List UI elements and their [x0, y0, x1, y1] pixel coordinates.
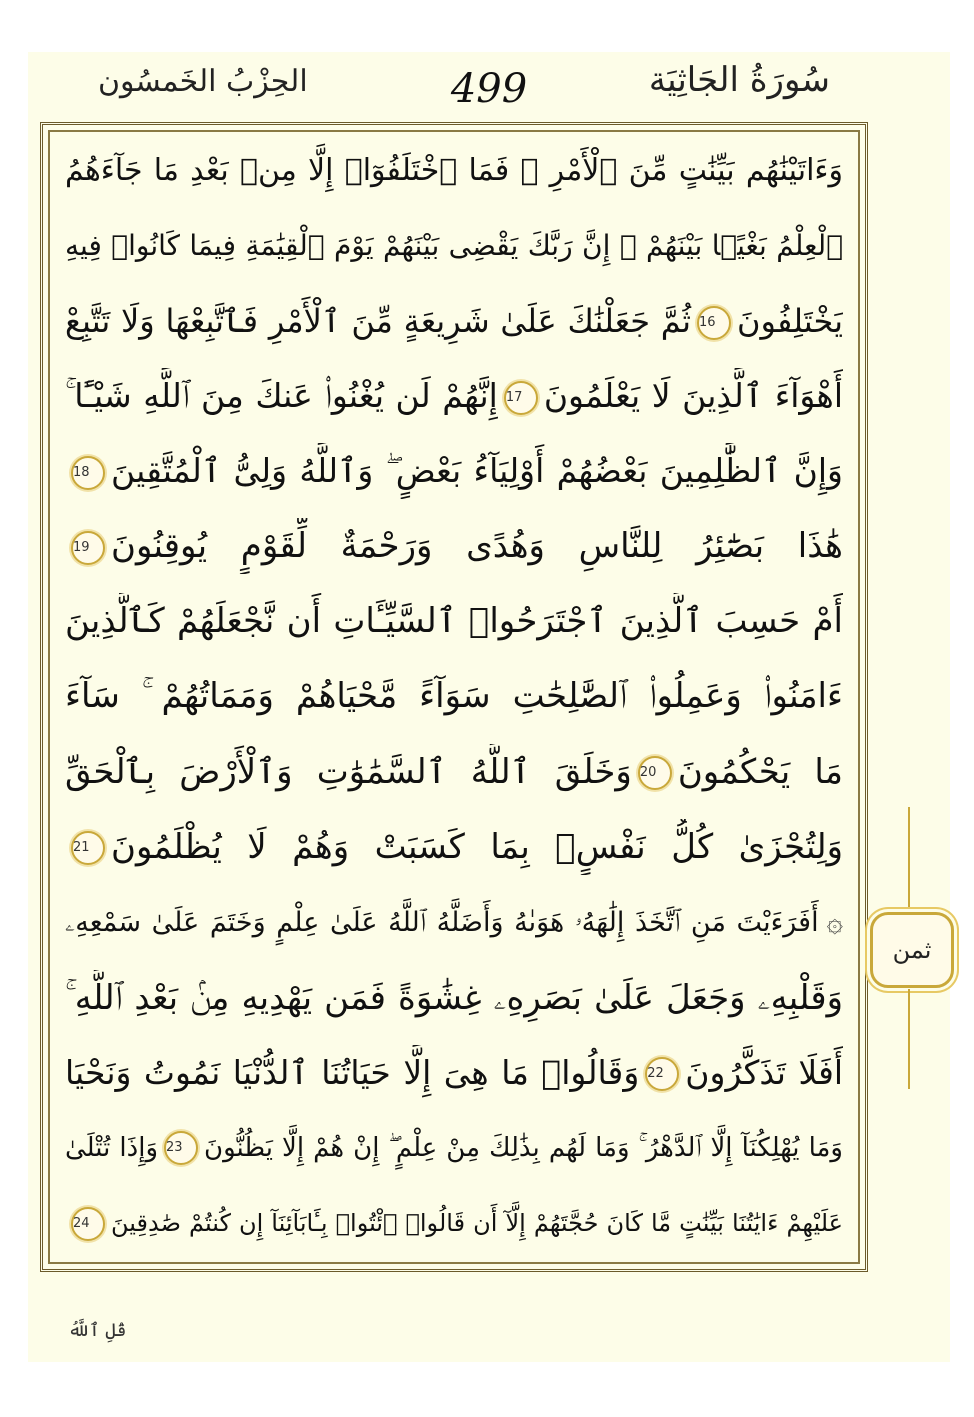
verse-text: وَقَلْبِهِۦ وَجَعَلَ عَلَىٰ بَصَرِهِۦ غِشَٰوَةً فَمَن يَهْدِيهِ مِنۢ بَعْدِ ٱللَّهِ ۚ: [65, 977, 843, 1018]
verse-text: مَا يَحْكُمُونَ: [677, 751, 843, 792]
verse-line: [65, 218, 843, 274]
verse-text: وَلِتُجْزَىٰ كُلُّ نَفْسٍۭ بِمَا كَسَبَتْ وَهُمْ لَا يُظْلَمُونَ: [111, 826, 843, 867]
marker-line-top: [908, 807, 910, 907]
verse-line: [65, 443, 843, 499]
verse-line: [65, 368, 843, 424]
verse-text: يَخْتَلِفُونَ: [736, 302, 843, 341]
text-frame: [40, 122, 868, 1272]
verse-text: عَلَيْهِمْ ءَايَٰتُنَا بَيِّنَٰتٍ مَّا كَانَ حُجَّتَهُمْ إِلَّآ أَن قَالُوا۟ ٱئْتُوا۟ بِـَٔابَآئِنَآ إِن كُنتُمْ صَٰدِقِينَ: [111, 1208, 843, 1237]
verse-line: [65, 293, 843, 349]
ayah-number-marker: 22: [645, 1057, 679, 1091]
verse-line: [65, 593, 843, 649]
verse-text: وَمَا يُهْلِكُنَآ إِلَّا ٱلدَّهْرُ ۚ وَمَا لَهُم بِذَٰلِكَ مِنْ عِلْمٍ ۖ إِنْ هُمْ إِلَّا يَظُنُّونَ: [204, 1132, 843, 1163]
verse-line: [65, 744, 843, 800]
verse-line: [65, 1195, 843, 1251]
verse-text: ءَامَنُوا۟ وَعَمِلُوا۟ ٱلصَّٰلِحَٰتِ سَوَآءً مَّحْيَاهُمْ وَمَمَاتُهُمْ ۚ سَآءَ: [65, 676, 843, 717]
verse-text-continued: إِنَّهُمْ لَن يُغْنُوا۟ عَنكَ مِنَ ٱللَّهِ شَيْـًٔا ۚ: [65, 376, 498, 416]
verse-text-continued: وَإِذَا تُتْلَىٰ: [65, 1132, 158, 1163]
verse-text-continued: ثُمَّ جَعَلْنَٰكَ عَلَىٰ شَرِيعَةٍ مِّنَ ٱلْأَمْرِ فَٱتَّبِعْهَا وَلَا تَتَّبِعْ: [65, 302, 691, 341]
ayah-number-marker: 21: [71, 831, 105, 865]
verse-text: أَهْوَآءَ ٱلَّذِينَ لَا يَعْلَمُونَ: [543, 376, 843, 416]
page-header: [28, 52, 950, 112]
ayah-number-marker: 19: [71, 531, 105, 565]
marker-line-bottom: [908, 989, 910, 1089]
verse-line: [65, 1045, 843, 1101]
rub-symbol: ۞: [826, 904, 843, 938]
verse-line: [65, 970, 843, 1026]
ayah-number-marker: 23: [164, 1131, 198, 1165]
surah-title: سُورَةُ الجَاثِيَة: [648, 60, 830, 100]
verse-line: [65, 668, 843, 724]
verse-line: [65, 518, 843, 574]
verse-text: أَمْ حَسِبَ ٱلَّذِينَ ٱجْتَرَحُوا۟ ٱلسَّيِّـَٔاتِ أَن نَّجْعَلَهُمْ كَٱلَّذِينَ: [65, 601, 843, 642]
page-number: 499: [450, 66, 528, 112]
verse-text: أَفَلَا تَذَكَّرُونَ: [685, 1052, 843, 1092]
ayah-number-marker: 17: [504, 381, 538, 415]
verse-text: هَٰذَا بَصَٰٓئِرُ لِلنَّاسِ وَهُدًى وَرَحْمَةٌ لِّقَوْمٍ يُوقِنُونَ: [111, 526, 843, 567]
verse-text-continued: وَخَلَقَ ٱللَّهُ ٱلسَّمَٰوَٰتِ وَٱلْأَرْضَ بِٱلْحَقِّ: [65, 751, 632, 792]
verse-text: أَفَرَءَيْتَ مَنِ ٱتَّخَذَ إِلَٰهَهُۥ هَوَىٰهُ وَأَضَلَّهُ ٱللَّهُ عَلَىٰ عِلْمٍ وَخَتَمَ عَلَىٰ سَمْعِهِۦ: [65, 906, 819, 938]
verse-text: وَءَاتَيْنَٰهُم بَيِّنَٰتٍ مِّنَ ٱلْأَمْرِ ۖ فَمَا ٱخْتَلَفُوٓا۟ إِلَّا مِنۢ بَعْدِ مَا جَآءَهُمُ: [65, 153, 843, 188]
mushaf-page: [28, 52, 950, 1362]
section-marker: [870, 807, 950, 1087]
verse-line: [65, 819, 843, 875]
verse-text: ٱلْعِلْمُ بَغْيًۢا بَيْنَهُمْ ۚ إِنَّ رَبَّكَ يَقْضِى بَيْنَهُمْ يَوْمَ ٱلْقِيَٰمَةِ فِيمَا كَانُوا۟ فِيهِ: [65, 229, 843, 263]
verse-lines: [65, 143, 843, 1251]
catchword: قُلِ ٱللَّهُ: [68, 1320, 127, 1341]
verse-line: [65, 894, 843, 951]
ayah-number-marker: 18: [71, 456, 105, 490]
verse-line: [65, 1120, 843, 1176]
ayah-number-marker: 20: [638, 756, 672, 790]
verse-text-continued: وَقَالُوا۟ مَا هِىَ إِلَّا حَيَاتُنَا ٱلدُّنْيَا نَمُوتُ وَنَحْيَا: [65, 1052, 640, 1092]
hizb-title: الحِزْبُ الخَمسُون: [98, 64, 308, 99]
verse-text: وَإِنَّ ٱلظَّٰلِمِينَ بَعْضُهُمْ أَوْلِيَآءُ بَعْضٍ ۖ وَٱللَّهُ وَلِىُّ ٱلْمُتَّقِينَ: [111, 451, 843, 491]
verse-line: [65, 143, 843, 199]
ayah-number-marker: 16: [697, 306, 731, 340]
thumn-marker: ثمن: [870, 912, 954, 988]
ayah-number-marker: 24: [71, 1207, 105, 1241]
